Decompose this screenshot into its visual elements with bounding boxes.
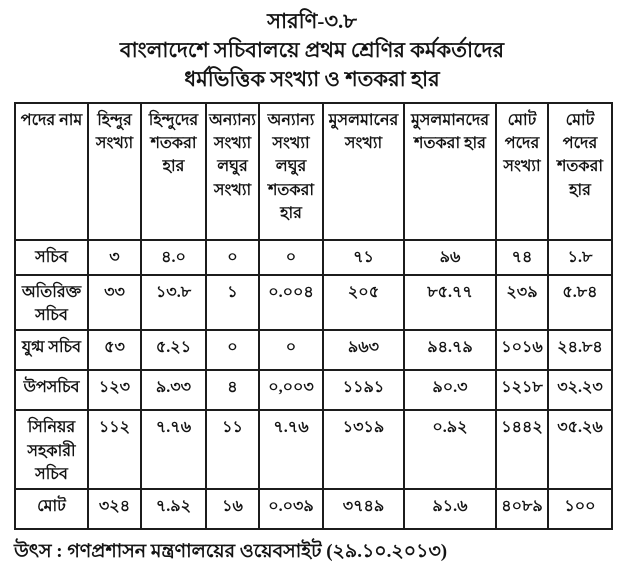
- table-row: [15, 330, 612, 370]
- row-label: অতিরিক্ত সচিব: [15, 275, 88, 330]
- data-cell: ৩৩: [88, 275, 141, 330]
- column-header: মুসলমানদের শতকরা হার: [404, 103, 496, 240]
- data-cell: ৯৪.৭৯: [404, 330, 496, 370]
- column-header: মোট পদের শতকরা হার: [548, 103, 612, 240]
- column-header: হিন্দুদের শতকরা হার: [141, 103, 206, 240]
- data-cell: ০: [259, 240, 323, 275]
- data-cell: ৩৭৪৯: [323, 489, 404, 529]
- data-cell: ১.৮: [548, 240, 612, 275]
- data-cell: ৯০.৩: [404, 370, 496, 410]
- row-label: সচিব: [15, 240, 88, 275]
- data-cell: ৯৬৩: [323, 330, 404, 370]
- data-cell: ১: [206, 275, 259, 330]
- data-cell: ১৪৪২: [496, 410, 548, 489]
- data-cell: ৯৬: [404, 240, 496, 275]
- data-cell: ৪০৮৯: [496, 489, 548, 529]
- data-cell: ০.০৩৯: [259, 489, 323, 529]
- table-body: [15, 240, 612, 529]
- data-cell: ৭১: [323, 240, 404, 275]
- data-cell: ৮৫.৭৭: [404, 275, 496, 330]
- data-cell: ০.০০৪: [259, 275, 323, 330]
- table-header-row: [15, 103, 612, 240]
- title-line-3: ধর্মভিত্তিক সংখ্যা ও শতকরা হার: [184, 67, 440, 91]
- data-cell: ০: [206, 330, 259, 370]
- table-row: [15, 410, 612, 489]
- data-cell: ৯১.৬: [404, 489, 496, 529]
- table-row: [15, 370, 612, 410]
- data-cell: ৩: [88, 240, 141, 275]
- table-row: [15, 240, 612, 275]
- data-cell: ৪.০: [141, 240, 206, 275]
- column-header: মুসলমানের সংখ্যা: [323, 103, 404, 240]
- data-cell: ৪: [206, 370, 259, 410]
- data-cell: ১২৩: [88, 370, 141, 410]
- data-cell: ১২১৮: [496, 370, 548, 410]
- data-cell: ৩২৪: [88, 489, 141, 529]
- data-cell: ১১: [206, 410, 259, 489]
- data-cell: ০: [259, 330, 323, 370]
- data-cell: ০.৯২: [404, 410, 496, 489]
- title-line-2: বাংলাদেশে সচিবালয়ে প্রথম শ্রেণির কর্মকর্তাদের: [119, 38, 505, 62]
- data-table: [14, 102, 613, 530]
- table-number-title: সারণি-৩.৮: [267, 9, 357, 33]
- data-cell: ৩২.২৩: [548, 370, 612, 410]
- data-cell: ২০৫: [323, 275, 404, 330]
- data-cell: ৩৫.২৬: [548, 410, 612, 489]
- table-row: [15, 489, 612, 529]
- data-cell: ১০০: [548, 489, 612, 529]
- data-cell: ২৩৯: [496, 275, 548, 330]
- data-cell: ২৪.৮৪: [548, 330, 612, 370]
- source-line: উৎস : গণপ্রশাসন মন্ত্রণালয়ের ওয়েবসাইট (২৯.১০.২০১৩): [14, 540, 448, 562]
- row-label: উপসচিব: [15, 370, 88, 410]
- data-cell: ৭.৯২: [141, 489, 206, 529]
- row-label: সিনিয়র সহকারী সচিব: [15, 410, 88, 489]
- data-cell: ১৩.৮: [141, 275, 206, 330]
- document-title: [0, 0, 624, 94]
- data-cell: ১০১৬: [496, 330, 548, 370]
- data-cell: ৫.২১: [141, 330, 206, 370]
- data-cell: ৭.৭৬: [141, 410, 206, 489]
- data-cell: ১১৯১: [323, 370, 404, 410]
- column-header: পদের নাম: [15, 103, 88, 240]
- column-header: অন্যান্য সংখ্যা লঘুর সংখ্যা: [206, 103, 259, 240]
- data-cell: ৯.৩৩: [141, 370, 206, 410]
- column-header: অন্যান্য সংখ্যা লঘুর শতকরা হার: [259, 103, 323, 240]
- table-row: [15, 275, 612, 330]
- data-cell: ৫.৮৪: [548, 275, 612, 330]
- data-cell: ১১২: [88, 410, 141, 489]
- data-cell: ০,০০৩: [259, 370, 323, 410]
- data-cell: ০: [206, 240, 259, 275]
- data-cell: ১৩১৯: [323, 410, 404, 489]
- row-label: মোট: [15, 489, 88, 529]
- data-cell: ৫৩: [88, 330, 141, 370]
- column-header: মোট পদের সংখ্যা: [496, 103, 548, 240]
- column-header: হিন্দুর সংখ্যা: [88, 103, 141, 240]
- data-cell: ৭.৭৬: [259, 410, 323, 489]
- data-cell: ১৬: [206, 489, 259, 529]
- data-cell: ৭৪: [496, 240, 548, 275]
- row-label: যুগ্ম সচিব: [15, 330, 88, 370]
